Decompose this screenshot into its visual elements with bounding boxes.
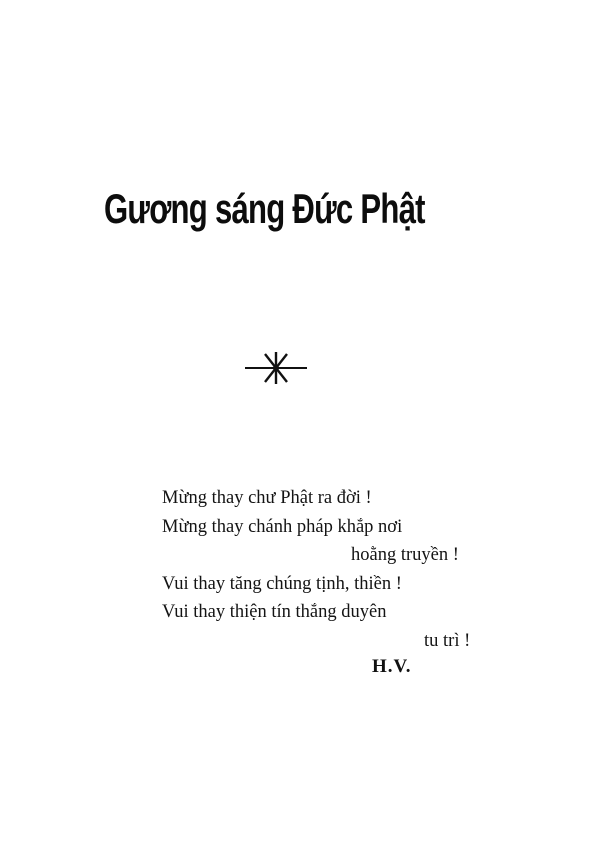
star-ornament-icon (243, 351, 309, 385)
poem-line: Vui thay tăng chúng tịnh, thiền ! (162, 573, 402, 594)
page-title: Gương sáng Đức Phật (104, 185, 425, 232)
poem-line: Mừng thay chư Phật ra đời ! (162, 488, 372, 508)
poem-line: Mừng thay chánh pháp khắp nơi (162, 516, 403, 537)
poem-line: tu trì ! (424, 630, 471, 651)
poem-line: Vui thay thiện tín thắng duyên (162, 602, 387, 622)
poem-line: hoằng truyền ! (351, 545, 459, 565)
poem (162, 484, 522, 655)
author-signature: H.V. (372, 656, 412, 677)
